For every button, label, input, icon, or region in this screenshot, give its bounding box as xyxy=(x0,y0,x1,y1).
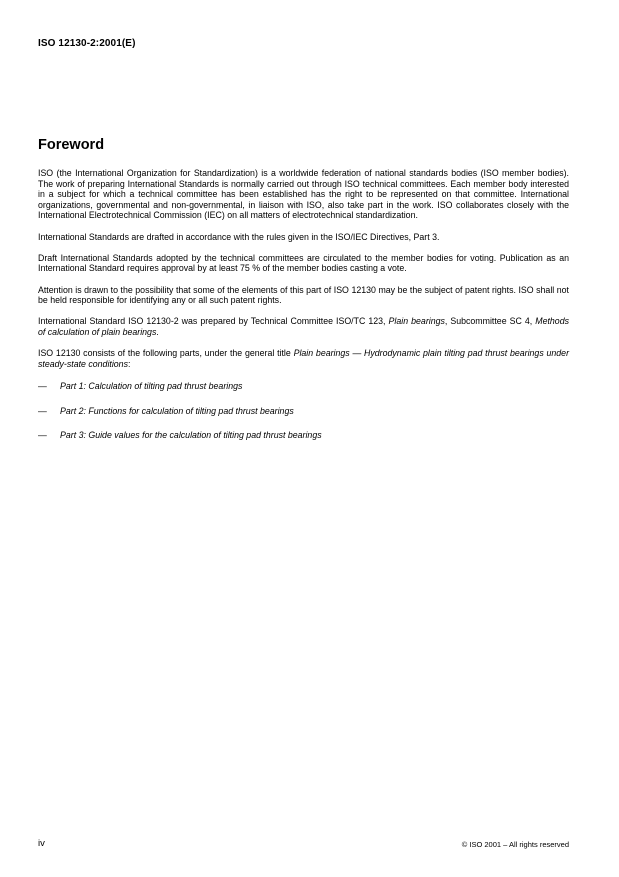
paragraph-voting: Draft International Standards adopted by the technical committees are circulated to the member bodies for voting. Publication as an International Standard requires approval by at least 75 % of the member bodies casting a vote. xyxy=(38,252,569,274)
foreword-body xyxy=(38,168,569,455)
part-title: Part 2: Functions for calculation of tilting pad thrust bearings xyxy=(60,405,294,416)
part-title: Part 1: Calculation of tilting pad thrust bearings xyxy=(60,381,243,392)
part-title: Part 3: Guide values for the calculation of tilting pad thrust bearings xyxy=(60,430,322,441)
paragraph-iso-overview: ISO (the International Organization for Standardization) is a worldwide federation of national standards bodies (ISO member bodies). The work of preparing International Standards is normally carried out through ISO technical committees. Each member body interested in a subject for which a technical committee has been established has the right to be represented on that committee. International organizations, governmental and non-governmental, in liaison with ISO, also take part in the work. ISO collaborates closely with the International Electrotechnical Commission (IEC) on all matters of electrotechnical standardization. xyxy=(38,168,569,221)
committee-title: Plain bearings xyxy=(388,316,445,327)
em-dash: — xyxy=(38,381,47,392)
parts-list xyxy=(38,381,569,441)
subcommittee-title: Methods of calculation of plain bearings xyxy=(38,316,569,337)
colon: : xyxy=(127,358,131,369)
paragraph-parts-intro xyxy=(38,348,569,369)
copyright-notice: © ISO 2001 – All rights reserved xyxy=(461,840,569,849)
list-item xyxy=(38,406,569,417)
document-header: ISO 12130-2:2001(E) xyxy=(38,38,136,49)
list-item xyxy=(38,430,569,441)
list-item xyxy=(38,381,569,392)
parts-intro-text: ISO 12130 consists of the following parts, under the general title xyxy=(38,348,294,359)
section-title: Foreword xyxy=(38,137,105,153)
paragraph-prepared-by xyxy=(38,316,569,337)
page-number: iv xyxy=(38,838,45,849)
em-dash: — xyxy=(38,430,47,441)
subcommittee-text: , Subcommittee SC 4, xyxy=(444,316,536,327)
sentence-end: . xyxy=(156,326,159,337)
em-dash: — xyxy=(38,405,47,416)
paragraph-patent-rights: Attention is drawn to the possibility that some of the elements of this part of ISO 12130 may be the subject of patent rights. ISO shall not be held responsible for identifying any or all such patent rights. xyxy=(38,284,569,306)
paragraph-drafting-rules: International Standards are drafted in accordance with the rules given in the ISO/IEC Directives, Part 3. xyxy=(38,231,440,242)
general-title: Plain bearings — Hydrodynamic plain tilting pad thrust bearings under steady-state conditions xyxy=(38,348,569,369)
prepared-by-text: International Standard ISO 12130-2 was prepared by Technical Committee ISO/TC 123, xyxy=(38,316,389,327)
